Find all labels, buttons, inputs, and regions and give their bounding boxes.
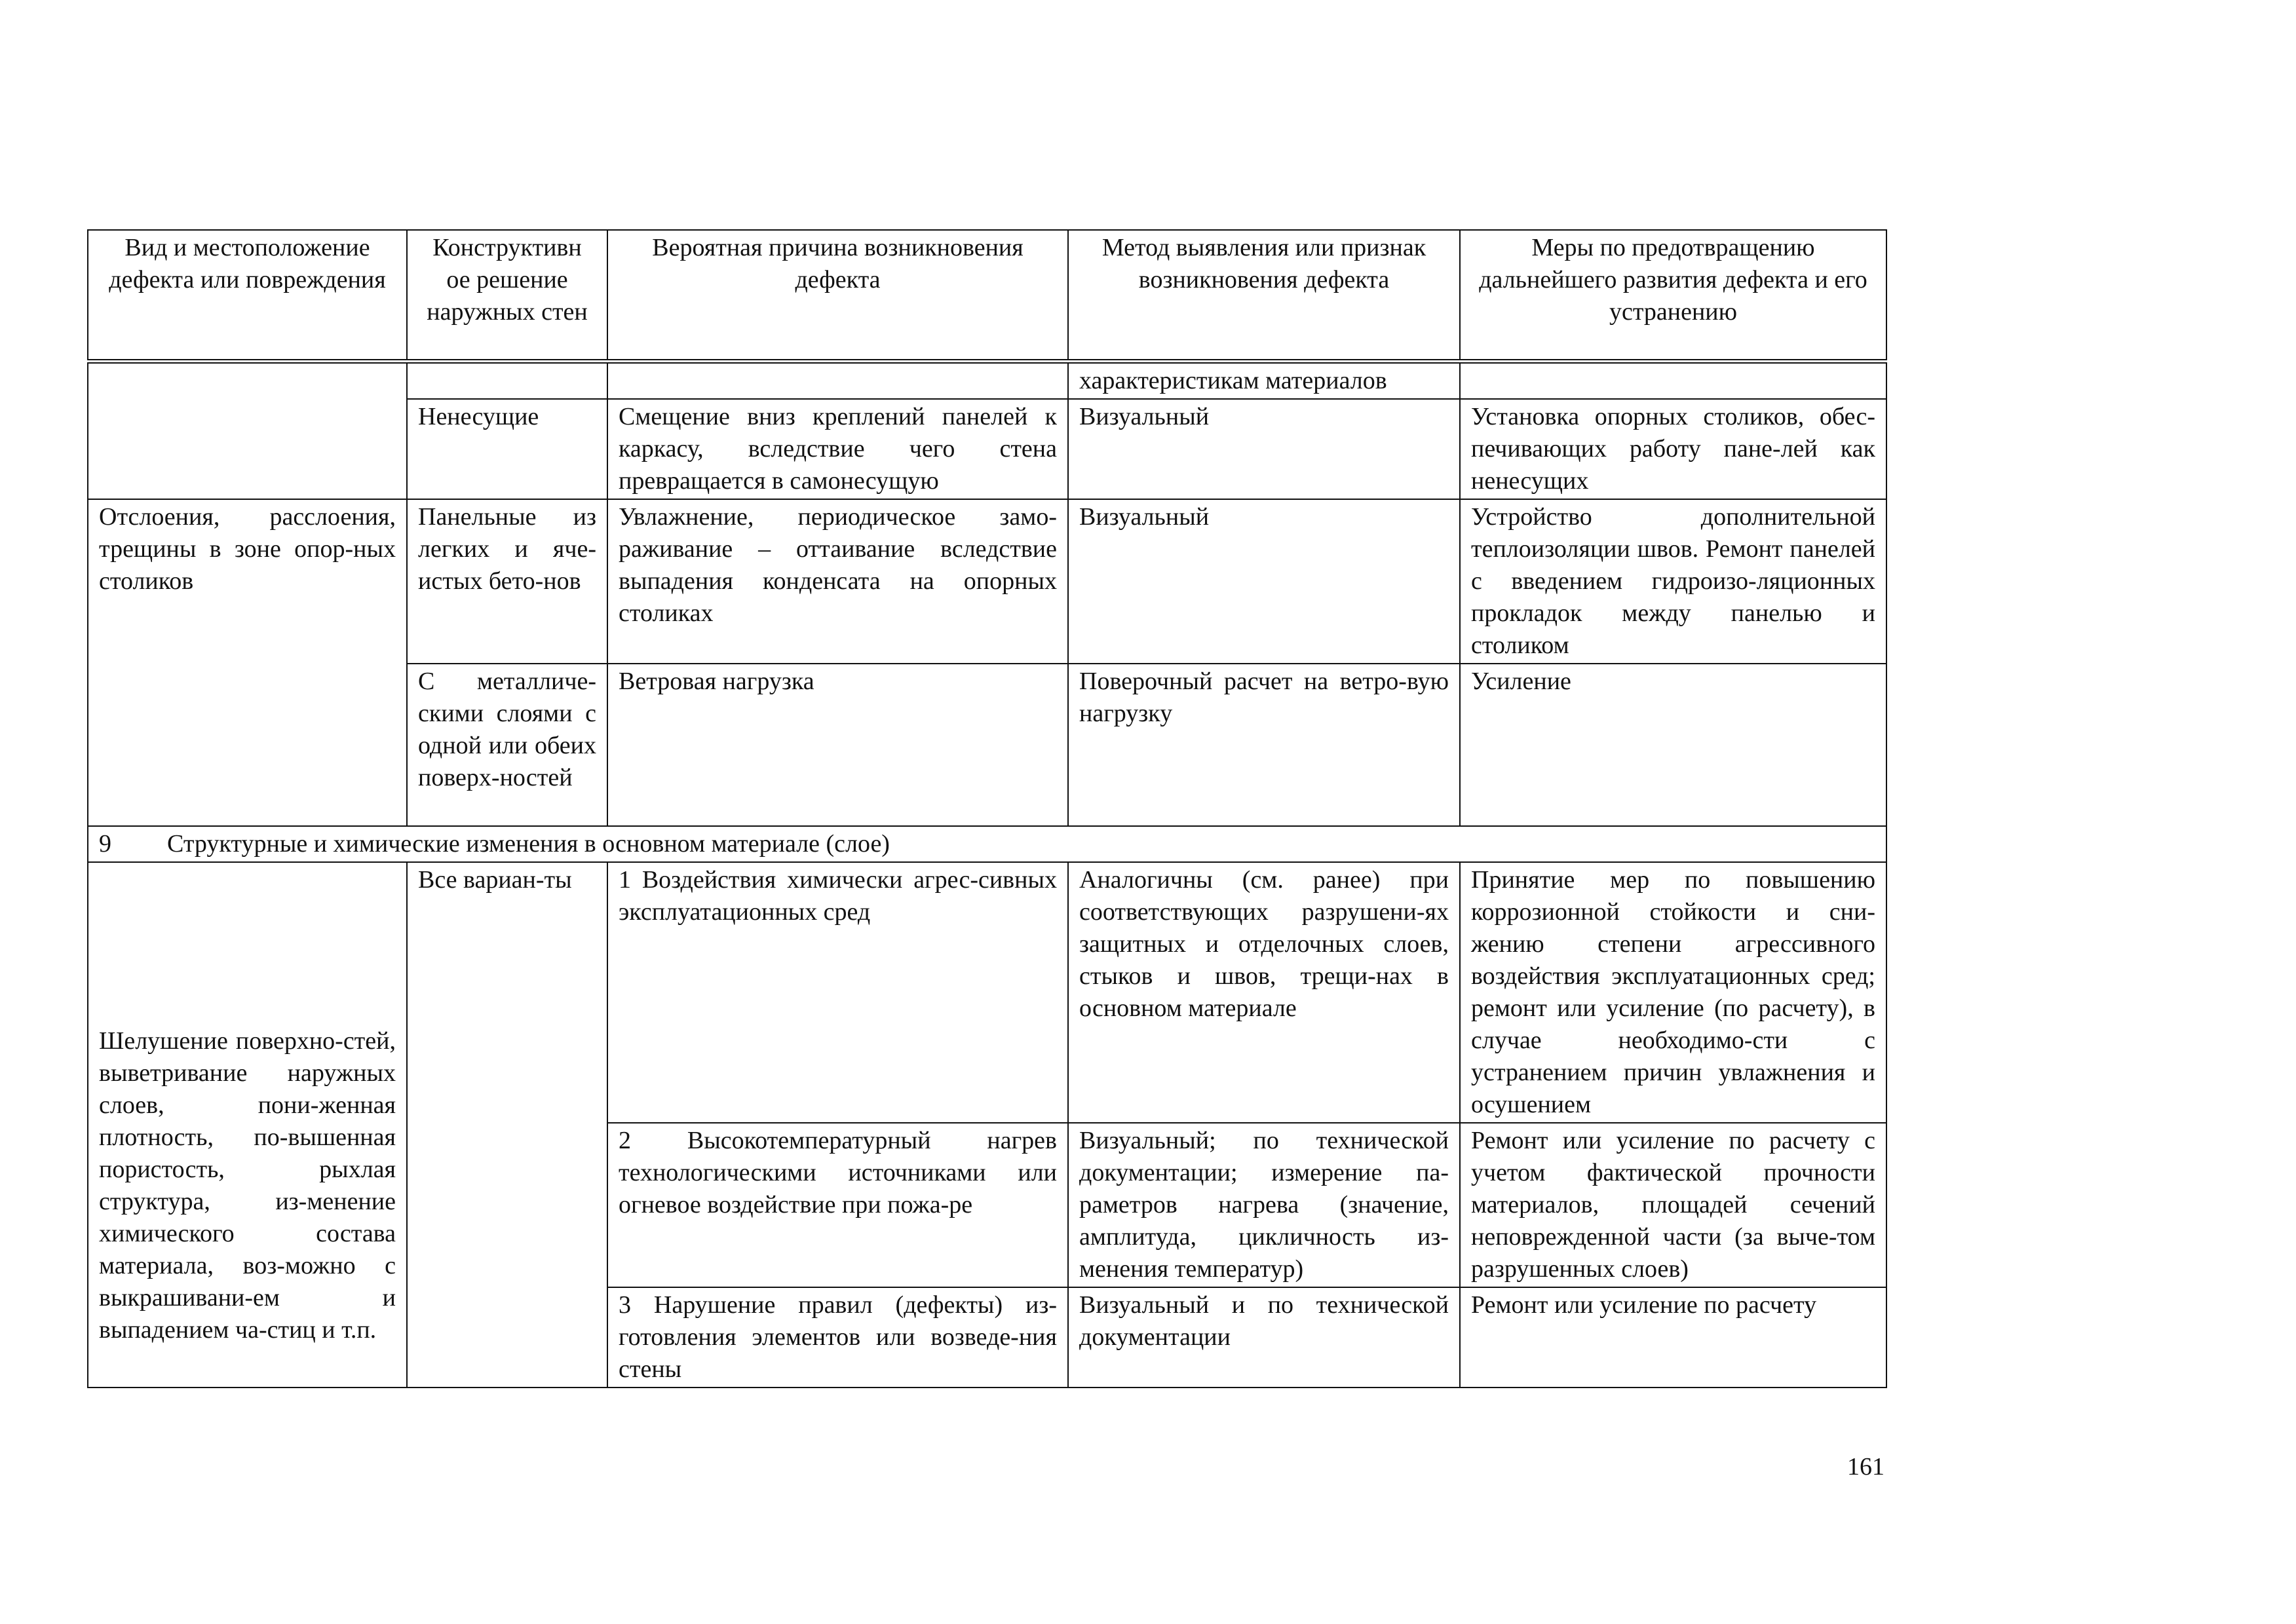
table-cell: Устройство дополнительной теплоизоляции швов. Ремонт панелей с введением гидроизо-ляционных прокладок между панелью и столиком [1460, 499, 1886, 664]
table-cell: Поверочный расчет на ветро-вую нагрузку [1068, 664, 1460, 826]
table-cell: Все вариан-ты [407, 862, 607, 1388]
table-cell: Панельные из легких и яче-истых бето-нов [407, 499, 607, 664]
table-cell: Визуальный [1068, 399, 1460, 499]
table-cell [1460, 361, 1886, 399]
table-cell: характеристикам материалов [1068, 361, 1460, 399]
table-cell: Ремонт или усиление по расчету [1460, 1287, 1886, 1388]
section-number: 9 [99, 829, 111, 858]
page-number: 161 [1847, 1453, 1885, 1481]
section-row [88, 826, 1886, 862]
header-wall-structure: Конструктивн ое решение наружных стен [407, 230, 607, 361]
table-cell: С металличе-скими слоями с одной или обеих поверх-ностей [407, 664, 607, 826]
table-cell: 1 Воздействия химически агрес-сивных эксплуатационных сред [607, 862, 1068, 1123]
section-heading [88, 826, 1886, 862]
header-prevention-measures: Меры по предотвращению дальнейшего развития дефекта и его устранению [1460, 230, 1886, 361]
section-title: Структурные и химические изменения в основном материале (слое) [167, 829, 890, 858]
defects-table [87, 229, 1887, 1388]
table-cell: Установка опорных столиков, обес-печивающих работу пане-лей как ненесущих [1460, 399, 1886, 499]
table-cell: Отслоения, расслоения, трещины в зоне опор-ных столиков [88, 499, 407, 826]
table-row [88, 499, 1886, 664]
header-detection-method: Метод выявления или признак возникновения дефекта [1068, 230, 1460, 361]
table-cell [88, 361, 407, 499]
table-cell: Принятие мер по повышению коррозионной стойкости и сни-жению степени агрессивного воздействия эксплуатационных сред; ремонт или усиление (по расчету), в случае необходимо-сти с устранением причин увлажнения и осушением [1460, 862, 1886, 1123]
table-cell: Ремонт или усиление по расчету с учетом фактической прочности материалов, площадей сечений неповрежденной части (за выче-том разрушенных слоев) [1460, 1123, 1886, 1287]
table-cell: Смещение вниз креплений панелей к каркасу, вследствие чего стена превращается в самонесущую [607, 399, 1068, 499]
table-cell: 2 Высокотемпературный нагрев технологическими источниками или огневое воздействие при пожа-ре [607, 1123, 1068, 1287]
header-defect-type: Вид и местоположение дефекта или повреждения [88, 230, 407, 361]
table-row [88, 361, 1886, 399]
table-header-row [88, 230, 1886, 361]
table-cell [407, 361, 607, 399]
table-cell: Визуальный [1068, 499, 1460, 664]
table-cell: Ветровая нагрузка [607, 664, 1068, 826]
table-cell [607, 361, 1068, 399]
table-cell: Аналогичны (см. ранее) при соответствующих разрушени-ях защитных и отделочных слоев, стыков и швов, трещи-нах в основном материале [1068, 862, 1460, 1123]
table-row [88, 862, 1886, 1123]
table-cell: Визуальный и по технической документации [1068, 1287, 1460, 1388]
table-cell: Усиление [1460, 664, 1886, 826]
table-cell: Увлажнение, периодическое замо-раживание – оттаивание вследствие выпадения конденсата на опорных столиках [607, 499, 1068, 664]
table-cell: Ненесущие [407, 399, 607, 499]
table-cell: Визуальный; по технической документации; измерение па-раметров нагрева (значение, амплитуда, цикличность из-менения температур) [1068, 1123, 1460, 1287]
header-probable-cause: Вероятная причина возникновения дефекта [607, 230, 1068, 361]
table-cell: 3 Нарушение правил (дефекты) из-готовления элементов или возведе-ния стены [607, 1287, 1068, 1388]
table-cell: Шелушение поверхно-стей, выветривание наружных слоев, пони-женная плотность, по-вышенная пористость, рыхлая структура, из-менение химического состава материала, воз-можно с выкрашивани-ем и выпадением ча-стиц и т.п. [88, 862, 407, 1388]
